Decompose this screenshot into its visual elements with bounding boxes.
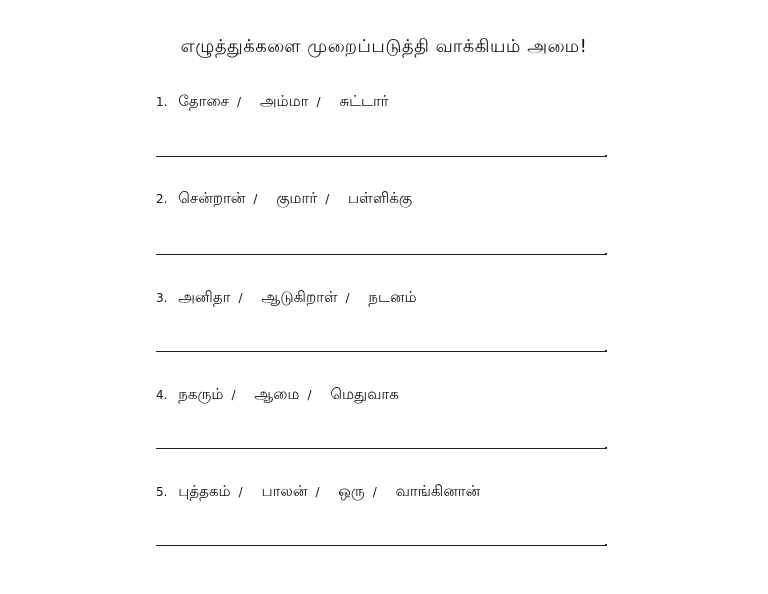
word: மெதுவாக bbox=[330, 385, 399, 403]
separator: / bbox=[237, 95, 242, 109]
line-end-dot bbox=[605, 447, 607, 449]
separator: / bbox=[315, 485, 320, 499]
question-number: 3. bbox=[156, 291, 168, 305]
word: ஒரு bbox=[338, 482, 365, 500]
question-4 bbox=[156, 385, 399, 409]
word: பள்ளிக்கு bbox=[348, 189, 413, 207]
separator: / bbox=[238, 291, 243, 305]
word: நடனம் bbox=[368, 288, 417, 306]
word: புத்தகம் bbox=[178, 482, 231, 500]
word: வாங்கினான் bbox=[395, 482, 481, 500]
word: குமார் bbox=[276, 189, 318, 207]
page-title: எழுத்துக்களை முறைப்படுத்தி வாக்கியம் அமை! bbox=[180, 36, 588, 57]
separator: / bbox=[325, 192, 330, 206]
separator: / bbox=[253, 192, 258, 206]
word: பாலன் bbox=[261, 482, 308, 500]
line-end-dot bbox=[605, 155, 607, 157]
separator: / bbox=[238, 485, 243, 499]
line-end-dot bbox=[605, 544, 607, 546]
question-5 bbox=[156, 482, 480, 506]
answer-line-2[interactable] bbox=[156, 254, 606, 255]
separator: / bbox=[372, 485, 377, 499]
question-number: 1. bbox=[156, 95, 168, 109]
line-end-dot bbox=[605, 253, 607, 255]
separator: / bbox=[345, 291, 350, 305]
question-2 bbox=[156, 189, 412, 213]
word: தோசை bbox=[178, 92, 229, 110]
word: நகரும் bbox=[178, 385, 224, 403]
question-1 bbox=[156, 92, 389, 116]
answer-line-3[interactable] bbox=[156, 351, 606, 352]
answer-line-5[interactable] bbox=[156, 545, 606, 546]
word: ஆடுகிறாள் bbox=[261, 288, 338, 306]
separator: / bbox=[307, 388, 312, 402]
word: அம்மா bbox=[259, 92, 309, 110]
word: சுட்டார் bbox=[339, 92, 389, 110]
word: அனிதா bbox=[178, 288, 231, 306]
answer-line-1[interactable] bbox=[156, 156, 606, 157]
word: சென்றான் bbox=[178, 189, 246, 207]
question-number: 5. bbox=[156, 485, 168, 499]
question-3 bbox=[156, 288, 417, 312]
question-number: 4. bbox=[156, 388, 168, 402]
separator: / bbox=[316, 95, 321, 109]
separator: / bbox=[231, 388, 236, 402]
word: ஆமை bbox=[254, 385, 300, 403]
line-end-dot bbox=[605, 350, 607, 352]
question-number: 2. bbox=[156, 192, 168, 206]
answer-line-4[interactable] bbox=[156, 448, 606, 449]
